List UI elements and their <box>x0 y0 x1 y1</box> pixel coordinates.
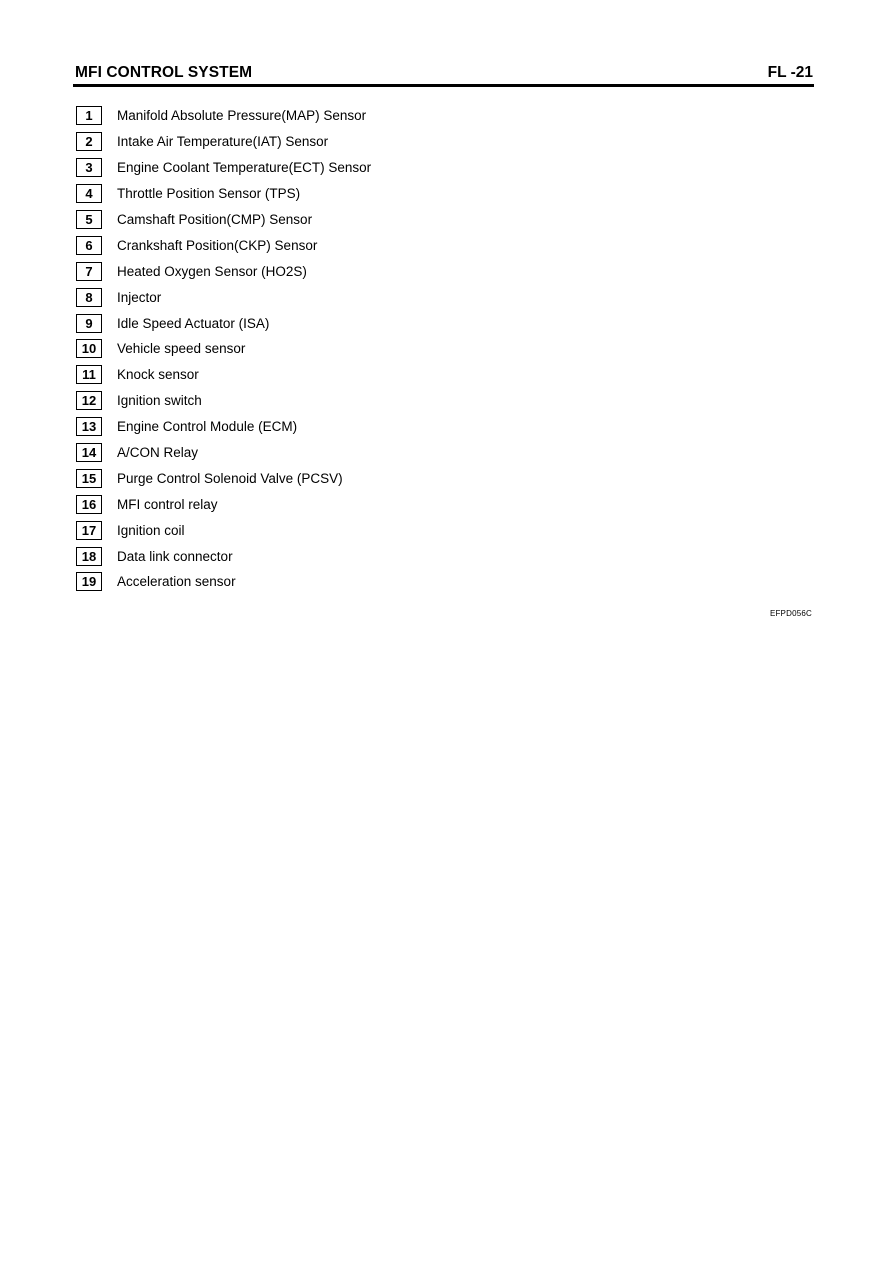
legend-item <box>76 388 576 414</box>
legend-item <box>76 181 576 207</box>
legend-item <box>76 362 576 388</box>
legend-item <box>76 155 576 181</box>
item-label: Ignition coil <box>117 522 185 538</box>
legend-item <box>76 517 576 543</box>
item-number-box: 10 <box>76 339 102 358</box>
item-label: Ignition switch <box>117 393 202 409</box>
item-number-box: 9 <box>76 314 102 333</box>
item-number-box: 11 <box>76 365 102 384</box>
item-number-box: 2 <box>76 132 102 151</box>
item-label: Injector <box>117 289 162 305</box>
legend-item <box>76 284 576 310</box>
item-number-box: 17 <box>76 521 102 540</box>
item-label: Idle Speed Actuator (ISA) <box>117 315 270 331</box>
legend-item <box>76 258 576 284</box>
item-label: Acceleration sensor <box>117 574 236 590</box>
item-number-box: 18 <box>76 547 102 566</box>
legend-item <box>76 491 576 517</box>
legend-item <box>76 103 576 129</box>
item-number-box: 13 <box>76 417 102 436</box>
legend-item <box>76 336 576 362</box>
item-label: MFI control relay <box>117 496 218 512</box>
item-number-box: 12 <box>76 391 102 410</box>
item-number-box: 6 <box>76 236 102 255</box>
legend-item <box>76 465 576 491</box>
legend-item <box>76 207 576 233</box>
item-label: Data link connector <box>117 548 233 564</box>
item-number-box: 14 <box>76 443 102 462</box>
item-number-box: 15 <box>76 469 102 488</box>
legend-item <box>76 414 576 440</box>
component-legend <box>76 103 576 595</box>
item-label: Manifold Absolute Pressure(MAP) Sensor <box>117 108 367 124</box>
header-divider <box>73 84 814 87</box>
item-label: Intake Air Temperature(IAT) Sensor <box>117 134 329 150</box>
legend-item <box>76 310 576 336</box>
item-number-box: 5 <box>76 210 102 229</box>
legend-item <box>76 440 576 466</box>
item-number-box: 1 <box>76 106 102 125</box>
legend-item <box>76 543 576 569</box>
item-label: Heated Oxygen Sensor (HO2S) <box>117 263 307 279</box>
item-number-box: 3 <box>76 158 102 177</box>
legend-item <box>76 129 576 155</box>
item-label: Vehicle speed sensor <box>117 341 246 357</box>
page-number: FL -21 <box>767 64 813 81</box>
figure-code: EFPD056C <box>769 609 812 618</box>
item-number-box: 4 <box>76 184 102 203</box>
item-label: Purge Control Solenoid Valve (PCSV) <box>117 470 343 486</box>
item-label: Knock sensor <box>117 367 199 383</box>
item-number-box: 16 <box>76 495 102 514</box>
item-number-box: 7 <box>76 262 102 281</box>
item-number-box: 19 <box>76 572 102 591</box>
legend-item <box>76 232 576 258</box>
item-label: Throttle Position Sensor (TPS) <box>117 186 301 202</box>
item-label: A/CON Relay <box>117 445 199 461</box>
section-title: MFI CONTROL SYSTEM <box>75 64 253 81</box>
item-label: Camshaft Position(CMP) Sensor <box>117 212 313 227</box>
item-number-box: 8 <box>76 288 102 307</box>
legend-item <box>76 569 576 595</box>
item-label: Engine Coolant Temperature(ECT) Sensor <box>117 160 372 176</box>
item-label: Crankshaft Position(CKP) Sensor <box>117 237 318 253</box>
item-label: Engine Control Module (ECM) <box>117 419 298 435</box>
